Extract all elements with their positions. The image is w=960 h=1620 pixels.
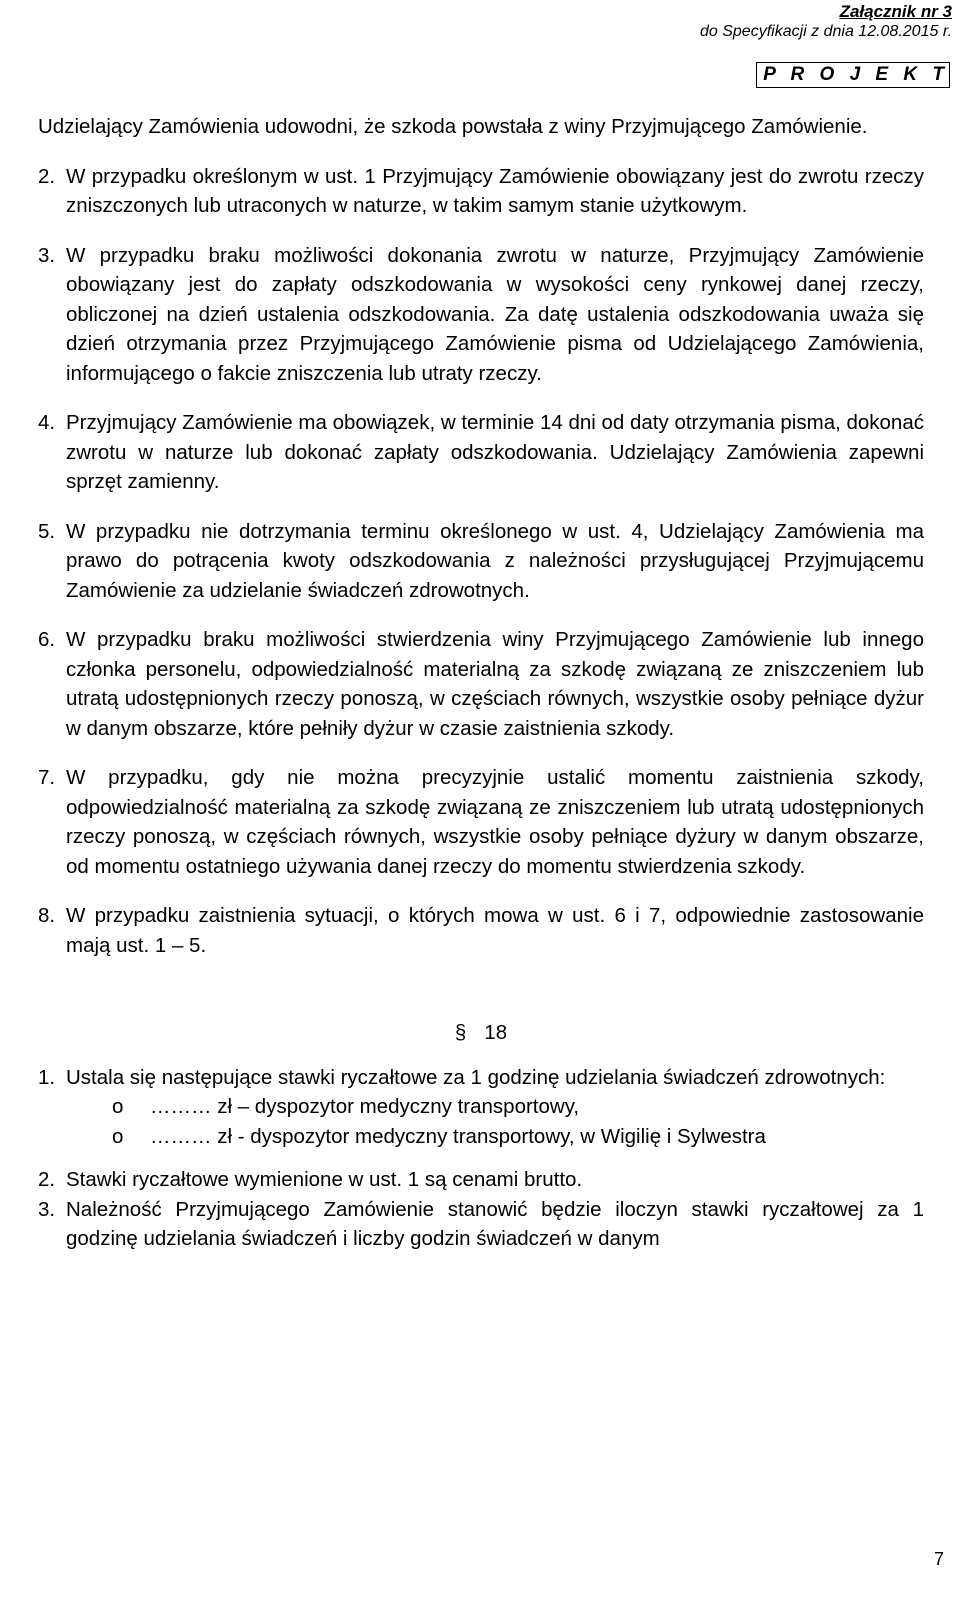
intro-paragraph: Udzielający Zamówienia udowodni, że szkoda powstała z winy Przyjmującego Zamówienie.	[38, 115, 868, 138]
section-symbol: §	[454, 1021, 467, 1044]
list-item: 5. W przypadku nie dotrzymania terminu określonego w ust. 4, Udzielający Zamówienia ma prawo do potrącenia kwoty odszkodowania z należności przysługującej Przyjmującemu Zamówienie za udzielanie świadczeń zdrowotnych.	[38, 519, 924, 602]
list-item: 1. Ustala się następujące stawki ryczałtowe za 1 godzinę udzielania świadczeń zdrowotnych:	[38, 1065, 886, 1089]
list-item: 6. W przypadku braku możliwości stwierdzenia winy Przyjmującego Zamówienie lub innego członka personelu, odpowiedzialność materialną za szkodę związaną ze zniszczeniem lub utratą udostępnionych rzeczy ponoszą, w częściach równych, wszystkie osoby pełniące dyżur w danym obszarze, które pełniły dyżur w czasie zaistnienia szkody.	[38, 628, 924, 740]
list-item: 2. W przypadku określonym w ust. 1 Przyjmujący Zamówienie obowiązany jest do zwrotu rzeczy zniszczonych lub utraconych w naturze, w takim samym stanie użytkowym.	[38, 164, 924, 217]
attachment-label: Załącznik nr 3	[839, 2, 952, 21]
project-stamp: P R O J E K T	[756, 62, 950, 88]
list-item: 4. Przyjmujący Zamówienie ma obowiązek, w terminie 14 dni od daty otrzymania pisma, dokonać zwrotu w naturze lub dokonać zapłaty odszkodowania. Udzielający Zamówienia zapewni sprzęt zamienny.	[38, 411, 924, 493]
document-header	[700, 2, 952, 41]
list-item: 3. Należność Przyjmującego Zamówienie stanowić będzie iloczyn stawki ryczałtowej za 1 godzinę udzielania świadczeń i liczby godzin świadczeń w danym	[38, 1197, 924, 1250]
bullet-item: o ……… zł – dyspozytor medyczny transportowy,	[112, 1095, 580, 1118]
bullet-item: o ……… zł - dyspozytor medyczny transportowy, w Wigilię i Sylwestra	[112, 1124, 766, 1148]
list-item: 3. W przypadku braku możliwości dokonania zwrotu w naturze, Przyjmujący Zamówienie obowiązany jest do zapłaty odszkodowania w wysokości ceny rynkowej danej rzeczy, obliczonej na dzień ustalenia odszkodowania. Za datę ustalenia odszkodowania uważa się dzień otrzymania przez Przyjmującego Zamówienie pisma od Udzielającego Zamówienia, informującego o fakcie zniszczenia lub utraty rzeczy.	[38, 243, 924, 385]
document-body	[38, 112, 924, 1254]
section-heading	[38, 1018, 924, 1048]
section-number: 18	[484, 1021, 508, 1044]
list-item: 8. W przypadku zaistnienia sytuacji, o których mowa w ust. 6 i 7, odpowiednie zastosowanie mają ust. 1 – 5.	[38, 904, 924, 957]
page-number: 7	[933, 1549, 944, 1569]
list-item: 2. Stawki ryczałtowe wymienione w ust. 1 są cenami brutto.	[38, 1168, 583, 1191]
list-item: 7. W przypadku, gdy nie można precyzyjnie ustalić momentu zaistnienia szkody, odpowiedzialność materialną za szkodę związaną ze zniszczeniem lub utratą udostępnionych rzeczy ponoszą, w częściach równych, wszystkie osoby pełniące dyżury w danym obszarze, od momentu ostatniego używania danej rzeczy do momentu stwierdzenia szkody.	[38, 766, 924, 878]
specification-date: do Specyfikacji z dnia 12.08.2015 r.	[699, 23, 952, 40]
